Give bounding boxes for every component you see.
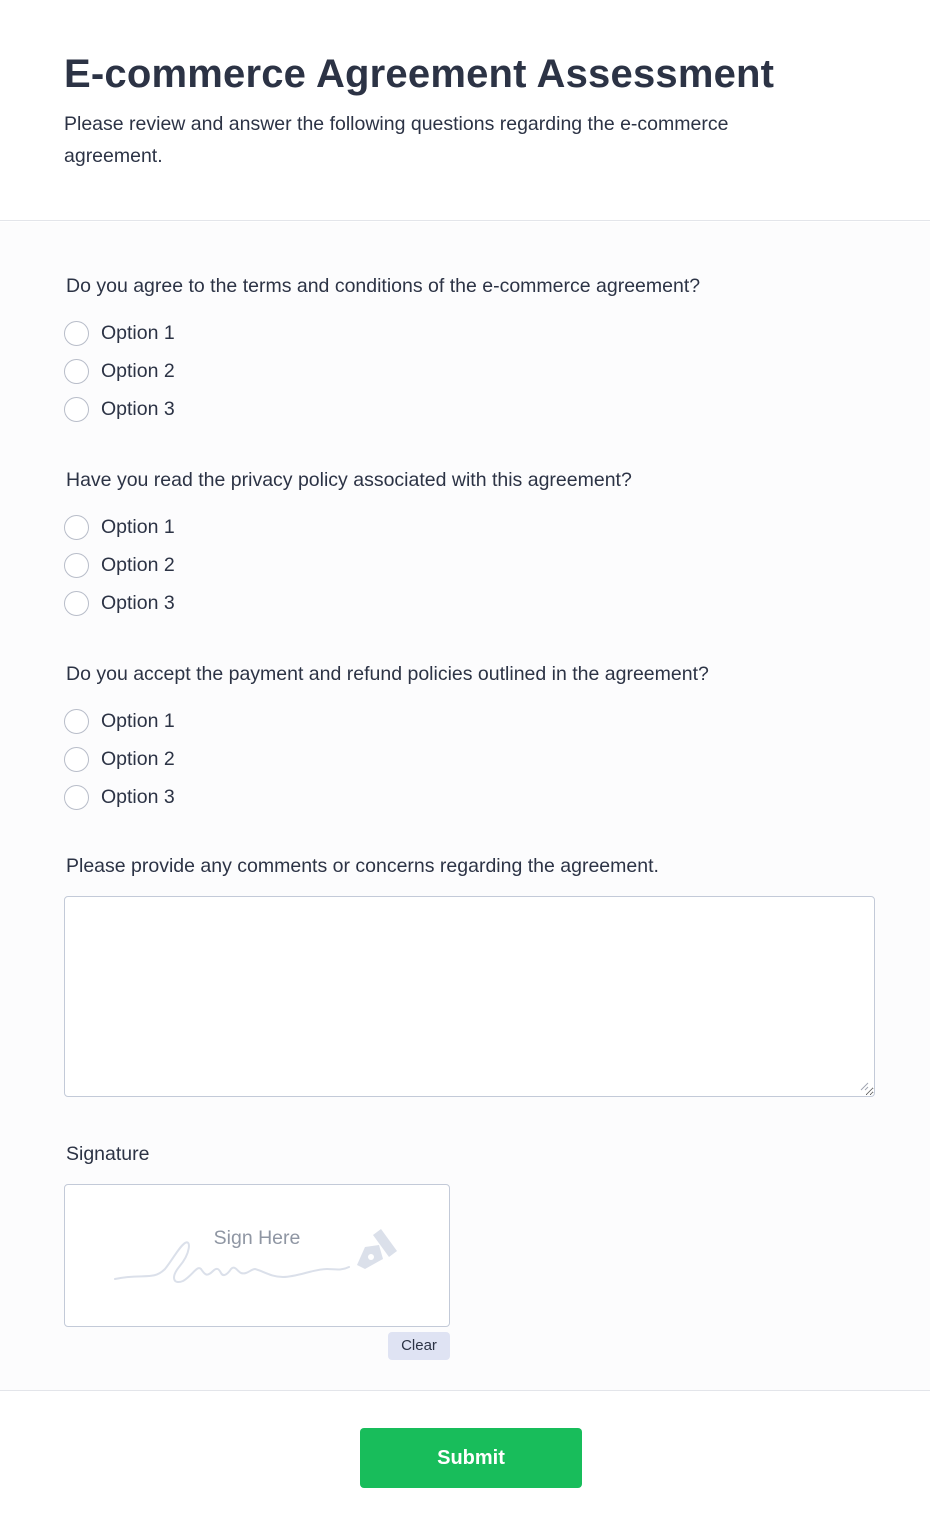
radio-option[interactable]: [64, 546, 632, 584]
radio-option[interactable]: [64, 390, 700, 428]
comments-textarea[interactable]: [64, 896, 875, 1097]
form-footer: [0, 1390, 930, 1537]
question-comments: [66, 852, 659, 880]
radio-button[interactable]: [64, 591, 89, 616]
question-payment: [66, 660, 709, 816]
radio-option-label: Option 1: [101, 709, 175, 732]
radio-option-label: Option 3: [101, 397, 175, 420]
radio-option-label: Option 1: [101, 515, 175, 538]
form-header: [0, 0, 930, 221]
form-title: E-commerce Agreement Assessment: [64, 52, 775, 96]
form-body: [0, 222, 930, 1390]
radio-option-label: Option 3: [101, 591, 175, 614]
radio-button[interactable]: [64, 397, 89, 422]
question-signature: [66, 1140, 149, 1168]
radio-option[interactable]: [64, 352, 700, 390]
clear-signature-button[interactable]: Clear: [388, 1332, 450, 1360]
radio-button[interactable]: [64, 359, 89, 384]
radio-option[interactable]: [64, 314, 700, 352]
signature-pad[interactable]: [64, 1184, 450, 1327]
radio-group-privacy: [64, 508, 632, 622]
form-subtitle: Please review and answer the following questions regarding the e-commerce agreement.: [64, 113, 729, 167]
radio-group-payment: [64, 702, 709, 816]
radio-option[interactable]: [64, 584, 632, 622]
question-privacy: [66, 466, 632, 622]
radio-button[interactable]: [64, 709, 89, 734]
radio-group-terms: [64, 314, 700, 428]
comments-label: Please provide any comments or concerns regarding the agreement.: [66, 855, 659, 877]
radio-button[interactable]: [64, 321, 89, 346]
radio-button[interactable]: [64, 747, 89, 772]
radio-option[interactable]: [64, 740, 709, 778]
radio-button[interactable]: [64, 515, 89, 540]
question-label: Do you agree to the terms and conditions of the e-commerce agreement?: [66, 275, 701, 297]
radio-option-label: Option 2: [101, 359, 175, 382]
radio-option-label: Option 2: [101, 553, 175, 576]
radio-option-label: Option 1: [101, 321, 175, 344]
radio-option-label: Option 2: [101, 747, 175, 770]
radio-button[interactable]: [64, 785, 89, 810]
radio-option[interactable]: [64, 702, 709, 740]
submit-button[interactable]: Submit: [360, 1428, 582, 1488]
signature-placeholder: Sign Here: [213, 1227, 301, 1249]
question-terms: [66, 272, 700, 428]
radio-button[interactable]: [64, 553, 89, 578]
question-label: Do you accept the payment and refund policies outlined in the agreement?: [66, 663, 709, 685]
resize-grip-icon[interactable]: [859, 1081, 869, 1091]
radio-option-label: Option 3: [101, 785, 175, 808]
signature-label: Signature: [66, 1143, 150, 1165]
radio-option[interactable]: [64, 778, 709, 816]
radio-option[interactable]: [64, 508, 632, 546]
question-label: Have you read the privacy policy associated with this agreement?: [66, 469, 632, 491]
